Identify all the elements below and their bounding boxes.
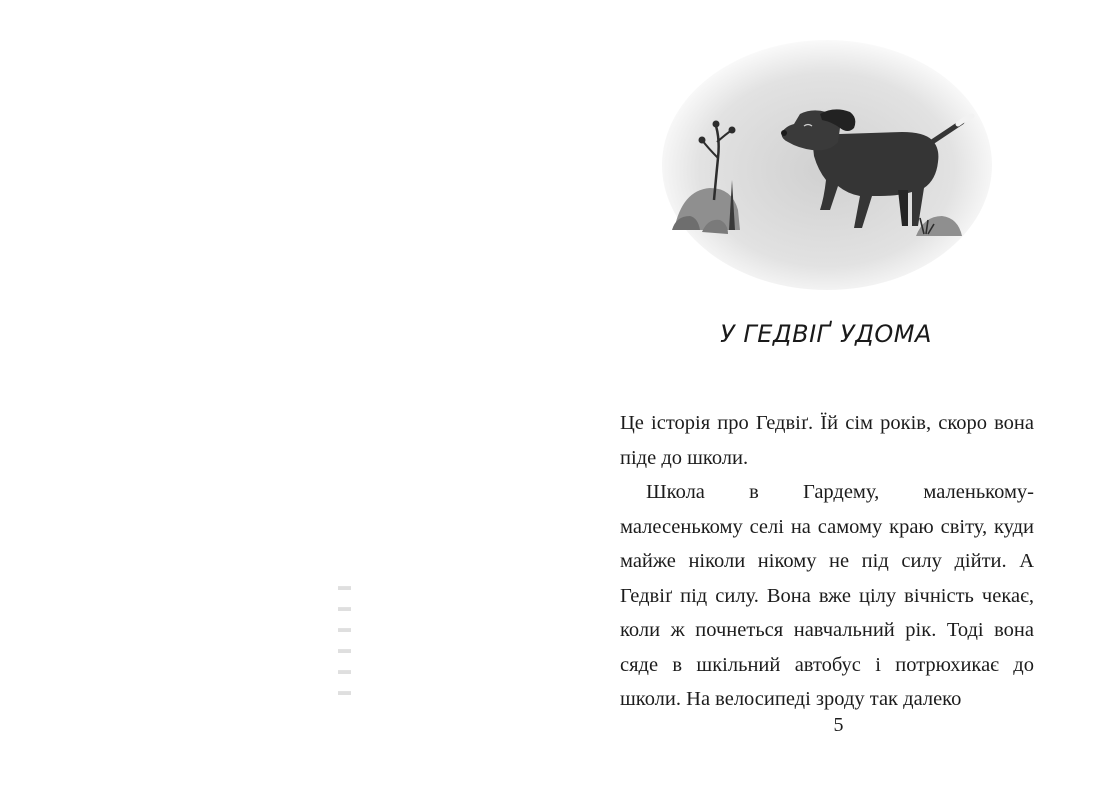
paragraph: Школа в Гардему, маленькому-малесенькому селі на самому краю світу, куди майже ніколи нікому не під силу дійти. А Гедвіґ під силу. Вона вже цілу вічність чекає, коли ж почнеться навчальний рік. Тоді вона сяде в шкільний автобус і потрюхикає до школи. На велосипеді зроду так далеко bbox=[620, 481, 1034, 710]
plant-berry bbox=[729, 127, 736, 134]
body-text bbox=[620, 406, 1034, 717]
plant-berry bbox=[713, 121, 720, 128]
left-page-blank bbox=[0, 0, 552, 786]
chapter-title: У ГЕДВІҐ УДОМА bbox=[720, 320, 932, 348]
dog-illustration bbox=[662, 30, 992, 310]
dog-nose bbox=[781, 130, 787, 136]
plant-berry bbox=[699, 137, 706, 144]
paragraph: Це історія про Гедвіґ. Їй сім років, скоро вона піде до школи. bbox=[620, 412, 1034, 469]
show-through-text: ▬ ▬ ▬ ▬ ▬ ▬ bbox=[338, 578, 351, 698]
right-page bbox=[552, 0, 1105, 786]
page-number: 5 bbox=[833, 714, 844, 736]
